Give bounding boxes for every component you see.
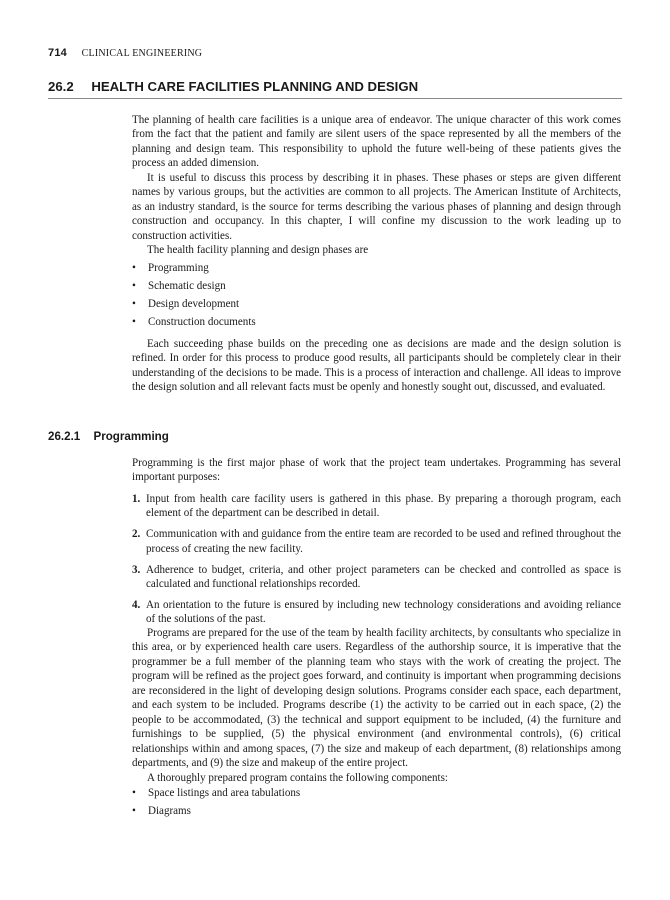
list-item: • Construction documents — [132, 316, 256, 328]
section-title: HEALTH CARE FACILITIES PLANNING AND DESIGN — [91, 79, 419, 94]
intro-paragraph-1: The planning of health care facilities is a unique area of endeavor. The unique character of this work comes from the fact that the patient and family are silent users of the space represented by all the members of the planning and design team. This responsibility to uphold the future well-being of these patients gives the process an added dimension. — [132, 114, 621, 170]
after-phases-block — [132, 337, 621, 395]
after-phases-paragraph: Each succeeding phase builds on the preceding one as decisions are made and the design solution is refined. In order for this process to produce good results, all participants should be completely clear in their understanding of the decisions to be made. This is a process of interaction and challenge. All ideas to improve the design solution and all relevant facts must be openly and honestly sought out, discussed, and evaluated. — [132, 338, 621, 394]
list-item: • Schematic design — [132, 280, 226, 292]
bullet-icon: • — [132, 787, 136, 799]
phases-list — [132, 261, 621, 333]
bullet-icon: • — [132, 805, 136, 817]
running-header — [48, 47, 202, 59]
list-item: 1. Input from health care facility users is gathered in this phase. By preparing a thorough program, each element of the department can be described in detail. — [132, 493, 621, 520]
list-item: • Design development — [132, 298, 240, 310]
bullet-icon: • — [132, 298, 136, 310]
bullet-icon: • — [132, 280, 136, 292]
list-item: • Programming — [132, 262, 209, 274]
list-item: • Space listings and area tabulations — [132, 787, 301, 799]
intro-block — [132, 113, 621, 258]
components-intro-paragraph: A thoroughly prepared program contains the following components: — [147, 771, 448, 784]
running-title: CLINICAL ENGINEERING — [81, 48, 203, 59]
list-item: • Diagrams — [132, 805, 191, 817]
list-item: 4. An orientation to the future is ensured by including new technology considerations and avoiding reliance of the solutions of the past. — [132, 599, 621, 626]
programs-block — [132, 626, 621, 785]
bullet-icon: • — [132, 262, 136, 274]
bullet-icon: • — [132, 316, 136, 328]
components-list — [132, 786, 621, 822]
intro-paragraph-2: It is useful to discuss this process by describing it in phases. These phases or steps are given different names by various groups, but the activities are common to all projects. The American Institute of Architects, as an industry standard, is the source for terms describing the various phases of planning and design through construction and occupancy. In this chapter, I will confine my discussion to the work leading up to construction activities. — [132, 171, 621, 242]
subsection-heading — [48, 430, 169, 443]
section-number: 26.2 — [48, 79, 74, 94]
programming-intro-block — [132, 456, 621, 485]
programs-paragraph: Programs are prepared for the use of the team by health facility architects, by consultants who specialize in this area, or by experienced health care users. Regardless of the authorship source, it is imperative that the programmer be a full member of the planning team who stays with the work of creating the project. The program will be refined as the project goes forward, and continuity is important when programming decisions are reconsidered in the light of developing design solutions. Programs consider each space, each department, and each system to be included. Programs describe (1) the activity to be carried out in each space, (2) the people to be accommodated, (3) the technical and support equipment to be included, (4) the furniture and furnishings to be supplied, (5) the physical environment (and environmental controls), (6) critical relationships within and among spaces, (7) the size and makeup of each department, (8) relationships among departments, and (9) the size and makeup of the entire project. — [132, 627, 621, 770]
purposes-list — [132, 492, 621, 634]
list-item: 3. Adherence to budget, criteria, and other project parameters can be checked and controlled as space is calculated and functional relationships recorded. — [132, 563, 621, 591]
list-item: 2. Communication with and guidance from the entire team are recorded to be used and refined throughout the process of creating the new facility. — [132, 528, 621, 555]
intro-paragraph-3: The health facility planning and design phases are — [147, 244, 369, 257]
subsection-title: Programming — [93, 430, 169, 443]
page-number: 714 — [48, 47, 67, 59]
subsection-number: 26.2.1 — [48, 430, 81, 443]
section-heading — [48, 79, 622, 99]
programming-intro-paragraph: Programming is the first major phase of work that the project team undertakes. Programming has several important purposes: — [132, 457, 621, 484]
